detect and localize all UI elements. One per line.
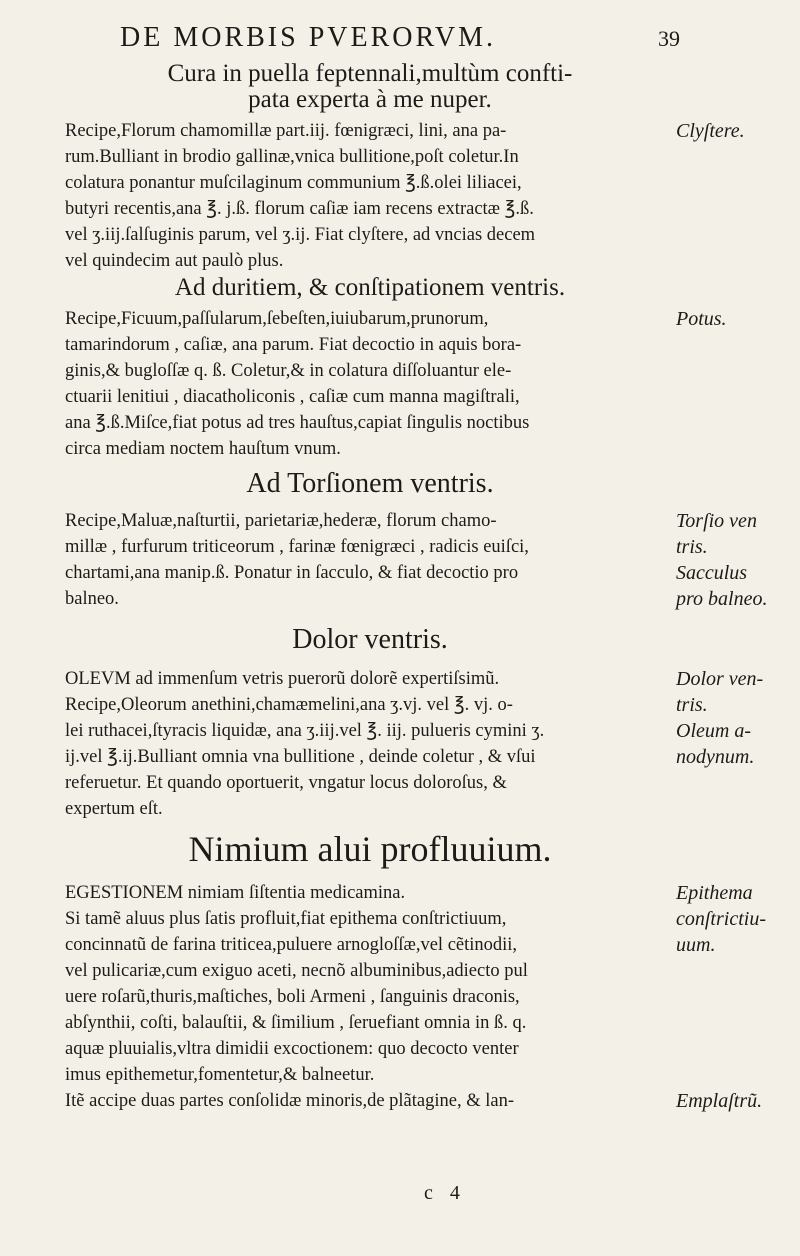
text-line: Recipe,Oleorum anethini,chamæmelini,ana ʒ.vj. vel ℥. vj. o- [65,695,513,715]
text-line: EGESTIONEM nimiam ſiſtentia medicamina. [65,883,406,903]
section-heading: Ad duritiem, & conſtipationem ventris. [174,274,566,301]
text-line: millæ , furfurum triticeorum , farinæ fœnigræci , radicis euiſci, [65,537,529,557]
text-line: rum.Bulliant in brodio gallinæ,vnica bullitione,poſt coletur.In [65,147,519,167]
text-line: vel ʒ.iij.ſalſuginis parum, vel ʒ.ij. Fiat clyſtere, ad vncias decem [65,225,536,245]
margin-note: Epithema [676,882,753,904]
text-line: vel quindecim aut paulò plus. [65,251,284,271]
margin-note: Emplaſtrũ. [676,1090,763,1112]
text-line: chartami,ana manip.ß. Ponatur in ſacculo, & fiat decoctio pro [65,563,519,583]
page-number: 39 [658,26,680,51]
margin-note: nodynum. [676,746,755,768]
margin-note: conſtrictiu- [676,908,766,930]
text-line: Itẽ accipe duas partes conſolidæ minoris,de plãtagine, & lan- [65,1091,514,1111]
running-title: DE MORBIS PVERORVM. [120,22,497,53]
margin-note: Torſio ven [676,510,757,532]
text-line: circa mediam noctem hauſtum vnum. [65,439,341,459]
text-line: colatura ponantur muſcilaginum communium ℥.ß.olei liliacei, [65,173,522,193]
margin-note: uum. [676,934,716,956]
text-line: imus epithemetur,fomentetur,& balneetur. [65,1065,375,1085]
text-line: ctuarii lenitiui , diacatholiconis , caſiæ cum manna magiſtrali, [65,387,520,407]
text-line: OLEVM ad immenſum vetris puerorũ dolorẽ expertiſsimũ. [65,669,500,689]
text-line: Recipe,Florum chamomillæ part.iij. fœnigræci, lini, ana pa- [65,121,507,141]
text-line: ana ℥.ß.Miſce,fiat potus ad tres hauſtus,capiat ſingulis noctibus [65,413,530,433]
section-heading: Ad Torſionem ventris. [246,468,494,499]
text-line: referuetur. Et quando oportuerit, vngatur locus doloroſus, & [65,773,507,793]
text-line: Recipe,Ficuum,paſſularum,ſebeſten,iuiubarum,prunorum, [65,309,489,329]
text-line: butyri recentis,ana ℥. j.ß. florum caſiæ iam recens extractæ ℥.ß. [65,199,534,219]
text-line: Recipe,Maluæ,naſturtii, parietariæ,hederæ, florum chamo- [65,511,497,531]
margin-note: Clyſtere. [676,120,745,142]
text-line: vel pulicariæ,cum exiguo aceti, necnõ albuminibus,adiecto pul [65,961,528,981]
margin-note: tris. [676,694,708,716]
text-line: balneo. [65,589,119,609]
margin-note: Sacculus [676,562,748,584]
text-line: uere roſarũ,thuris,maſtiches, boli Armeni , ſanguinis draconis, [65,987,520,1007]
signature-mark: c 4 [424,1182,466,1204]
page-header [120,18,680,62]
text-line: aquæ pluuialis,vltra dimidii excoctionem: quo decocto venter [65,1039,519,1059]
section-heading: Cura in puella feptennali,multùm confti- [167,60,573,87]
margin-note: Dolor ven- [676,668,764,690]
text-line: Si tamẽ aluus plus ſatis profluit,fiat epithema conſtrictiuum, [65,909,507,929]
section-heading: Dolor ventris. [292,624,448,655]
text-line: ginis,& bugloſſæ q. ß. Coletur,& in colatura diſſoluantur ele- [65,361,512,381]
section-heading: pata experta à me nuper. [248,86,492,113]
text-line: tamarindorum , caſiæ, ana parum. Fiat decoctio in aquis bora- [65,335,522,355]
text-line: concinnatũ de farina triticea,puluere arnogloſſæ,vel cẽtinodii, [65,935,518,955]
text-line: ij.vel ℥.ij.Bulliant omnia vna bullitione , deinde coletur , & vſui [65,747,536,767]
section-heading: Nimium alui profluuium. [188,829,552,869]
text-line: lei ruthacei,ſtyracis liquidæ, ana ʒ.iij.vel ℥. iij. pulueris cymini ʒ. [65,721,545,741]
text-line: expertum eſt. [65,799,163,819]
text-line: abſynthii, coſti, balauſtii, & ſimilium , ſeruefiant omnia in ß. q. [65,1013,527,1033]
margin-note: tris. [676,536,708,558]
margin-note: Potus. [676,308,727,330]
margin-note: pro balneo. [676,588,768,610]
margin-note: Oleum a- [676,720,751,742]
